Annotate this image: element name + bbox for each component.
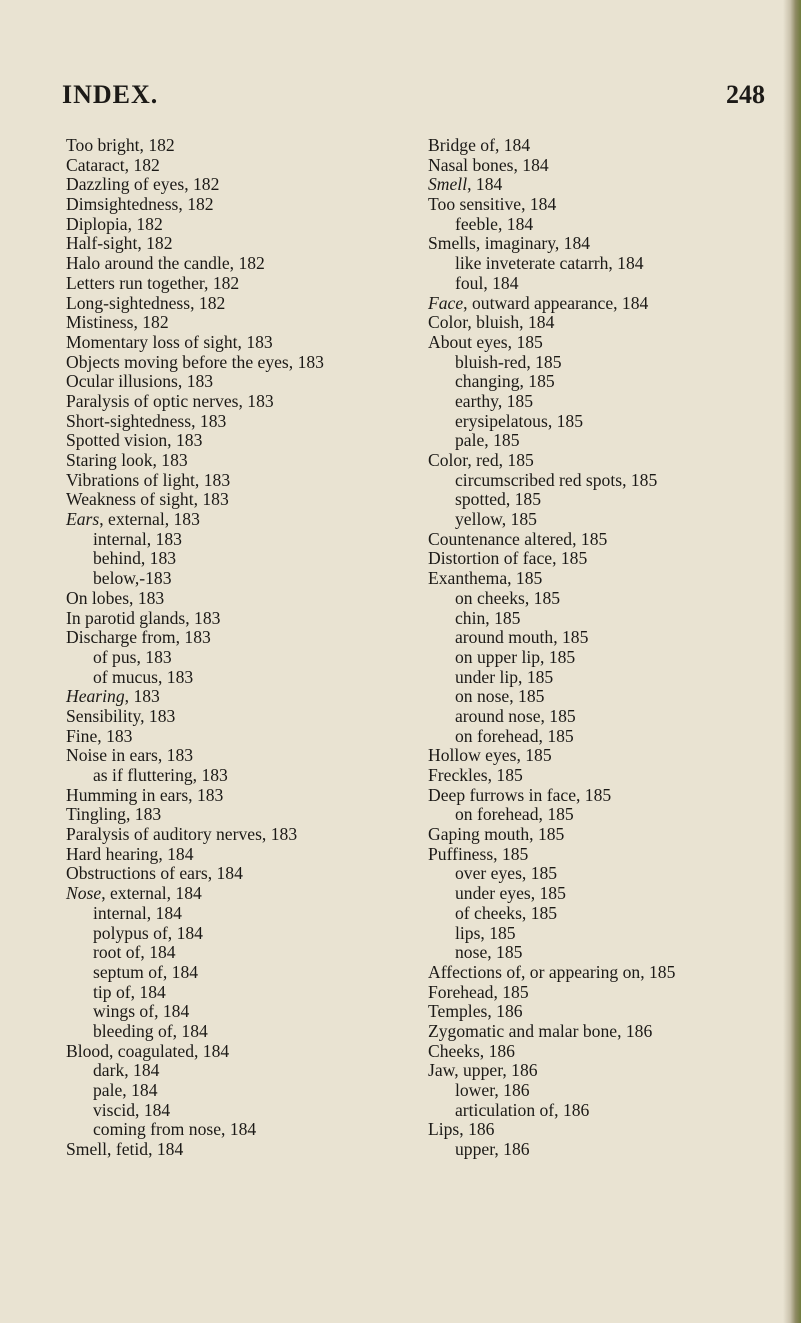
index-entry: Color, bluish, 184 [428, 312, 555, 333]
index-entry: Countenance altered, 185 [428, 528, 608, 549]
index-entry: Paralysis of auditory nerves, 183 [66, 824, 298, 845]
index-subentry: bleeding of, 184 [93, 1020, 208, 1041]
index-entry: Sensibility, 183 [66, 705, 176, 726]
index-subentry: articulation of, 186 [455, 1099, 590, 1120]
index-subentry: septum of, 184 [93, 961, 199, 982]
index-subentry: under eyes, 185 [455, 883, 566, 904]
index-subentry: pale, 185 [455, 430, 520, 451]
index-entry: Cataract, 182 [66, 154, 160, 175]
index-entry: Bridge of, 184 [428, 135, 531, 155]
index-subentry: viscid, 184 [93, 1099, 171, 1120]
index-subentry: changing, 185 [455, 371, 555, 392]
index-entry: Deep furrows in face, 185 [428, 784, 612, 805]
index-entry: Smells, imaginary, 184 [428, 233, 591, 254]
index-entry: Diplopia, 182 [66, 213, 163, 234]
index-entry: Hearing, 183 [66, 686, 160, 707]
index-subentry: foul, 184 [455, 272, 519, 293]
index-entry: About eyes, 185 [428, 331, 543, 352]
index-entry: Zygomatic and malar bone, 186 [428, 1020, 653, 1041]
index-entry: Smell, 184 [428, 174, 503, 195]
index-entry: Affections of, or appearing on, 185 [428, 961, 676, 982]
index-entry: Short-sightedness, 183 [66, 410, 227, 431]
index-subentry: coming from nose, 184 [93, 1119, 257, 1140]
index-entry: Ears, external, 183 [66, 509, 200, 530]
index-entry: Noise in ears, 183 [66, 745, 194, 766]
index-subentry: spotted, 185 [455, 489, 542, 510]
index-subentry: over eyes, 185 [455, 863, 558, 884]
index-subentry: on forehead, 185 [455, 804, 574, 825]
index-entry: Nasal bones, 184 [428, 154, 549, 175]
index-subentry: erysipelatous, 185 [455, 410, 584, 431]
index-subentry: of pus, 183 [93, 646, 172, 667]
index-subentry: of mucus, 183 [93, 666, 194, 687]
index-subentry: dark, 184 [93, 1060, 160, 1081]
index-subentry: circumscribed red spots, 185 [455, 469, 658, 490]
index-entry: Distortion of face, 185 [428, 548, 588, 569]
index-subentry: pale, 184 [93, 1080, 158, 1100]
index-entry: Staring look, 183 [66, 450, 188, 470]
index-entry: In parotid glands, 183 [66, 607, 221, 628]
index-entry: Puffiness, 185 [428, 843, 529, 864]
right-index-column [428, 136, 675, 1160]
index-subentry: on upper lip, 185 [455, 646, 576, 667]
index-entry: Obstructions of ears, 184 [66, 863, 243, 884]
index-subentry: on forehead, 185 [455, 725, 574, 746]
index-subentry: earthy, 185 [455, 390, 534, 411]
index-entry: Hard hearing, 184 [66, 843, 194, 864]
page-number: 248 [726, 80, 765, 109]
index-entry: Fine, 183 [66, 725, 133, 746]
index-subentry: under lip, 185 [455, 666, 554, 687]
index-subentry: as if fluttering, 183 [93, 765, 228, 785]
index-entry: Cheeks, 186 [428, 1040, 515, 1061]
index-entry: Forehead, 185 [428, 981, 529, 1002]
index-subentry: bluish-red, 185 [455, 351, 562, 372]
index-entry: Blood, coagulated, 184 [66, 1040, 230, 1061]
page-edge [783, 0, 801, 1323]
index-entry: Color, red, 185 [428, 450, 534, 470]
index-subentry: lips, 185 [455, 922, 516, 943]
index-entry: Long-sightedness, 182 [66, 292, 226, 313]
index-entry: Gaping mouth, 185 [428, 824, 565, 845]
index-entry: Jaw, upper, 186 [428, 1060, 538, 1081]
index-entry: Objects moving before the eyes, 183 [66, 351, 324, 372]
index-subentry: nose, 185 [455, 942, 523, 963]
index-subentry: polypus of, 184 [93, 922, 203, 943]
index-entry: Lips, 186 [428, 1119, 495, 1140]
index-entry: Vibrations of light, 183 [66, 469, 231, 490]
index-subentry: feeble, 184 [455, 213, 534, 234]
left-index-column [66, 136, 324, 1160]
index-entry: Too bright, 182 [66, 135, 175, 155]
index-entry: Dimsightedness, 182 [66, 194, 214, 215]
index-entry: Spotted vision, 183 [66, 430, 203, 451]
index-entry: Temples, 186 [428, 1001, 523, 1022]
index-entry: Hollow eyes, 185 [428, 745, 552, 766]
index-entry: Smell, fetid, 184 [66, 1139, 184, 1160]
index-entry: Letters run together, 182 [66, 272, 240, 293]
index-entry: Humming in ears, 183 [66, 784, 224, 805]
index-subentry: upper, 186 [455, 1139, 530, 1160]
index-subentry: tip of, 184 [93, 981, 166, 1002]
index-entry: Freckles, 185 [428, 765, 523, 785]
index-subentry: below,-183 [93, 568, 172, 589]
index-subentry: internal, 183 [93, 528, 182, 549]
index-subentry: around nose, 185 [455, 705, 576, 726]
index-subentry: like inveterate catarrh, 184 [455, 253, 644, 274]
index-entry: Discharge from, 183 [66, 627, 211, 648]
index-entry: Ocular illusions, 183 [66, 371, 214, 392]
index-subentry: on nose, 185 [455, 686, 545, 707]
index-subentry: lower, 186 [455, 1080, 530, 1100]
index-entry: Tingling, 183 [66, 804, 162, 825]
index-subentry: wings of, 184 [93, 1001, 190, 1022]
index-entry: Half-sight, 182 [66, 233, 173, 254]
index-subentry: yellow, 185 [455, 509, 537, 530]
index-entry: Halo around the candle, 182 [66, 253, 265, 274]
index-title: INDEX. [62, 80, 159, 109]
index-entry: Paralysis of optic nerves, 183 [66, 390, 274, 411]
index-entry: On lobes, 183 [66, 587, 165, 608]
index-subentry: internal, 184 [93, 902, 182, 923]
index-entry: Weakness of sight, 183 [66, 489, 229, 510]
index-entry: Exanthema, 185 [428, 568, 543, 589]
index-subentry: of cheeks, 185 [455, 902, 558, 923]
index-subentry: around mouth, 185 [455, 627, 589, 648]
index-entry: Too sensitive, 184 [428, 194, 557, 215]
index-entry: Dazzling of eyes, 182 [66, 174, 220, 195]
index-subentry: chin, 185 [455, 607, 521, 628]
index-subentry: root of, 184 [93, 942, 176, 963]
index-entry: Mistiness, 182 [66, 312, 169, 333]
index-entry: Momentary loss of sight, 183 [66, 331, 273, 352]
running-head [62, 80, 765, 120]
index-entry: Face, outward appearance, 184 [428, 292, 649, 313]
index-subentry: behind, 183 [93, 548, 177, 569]
index-entry: Nose, external, 184 [66, 883, 202, 904]
index-subentry: on cheeks, 185 [455, 587, 561, 608]
